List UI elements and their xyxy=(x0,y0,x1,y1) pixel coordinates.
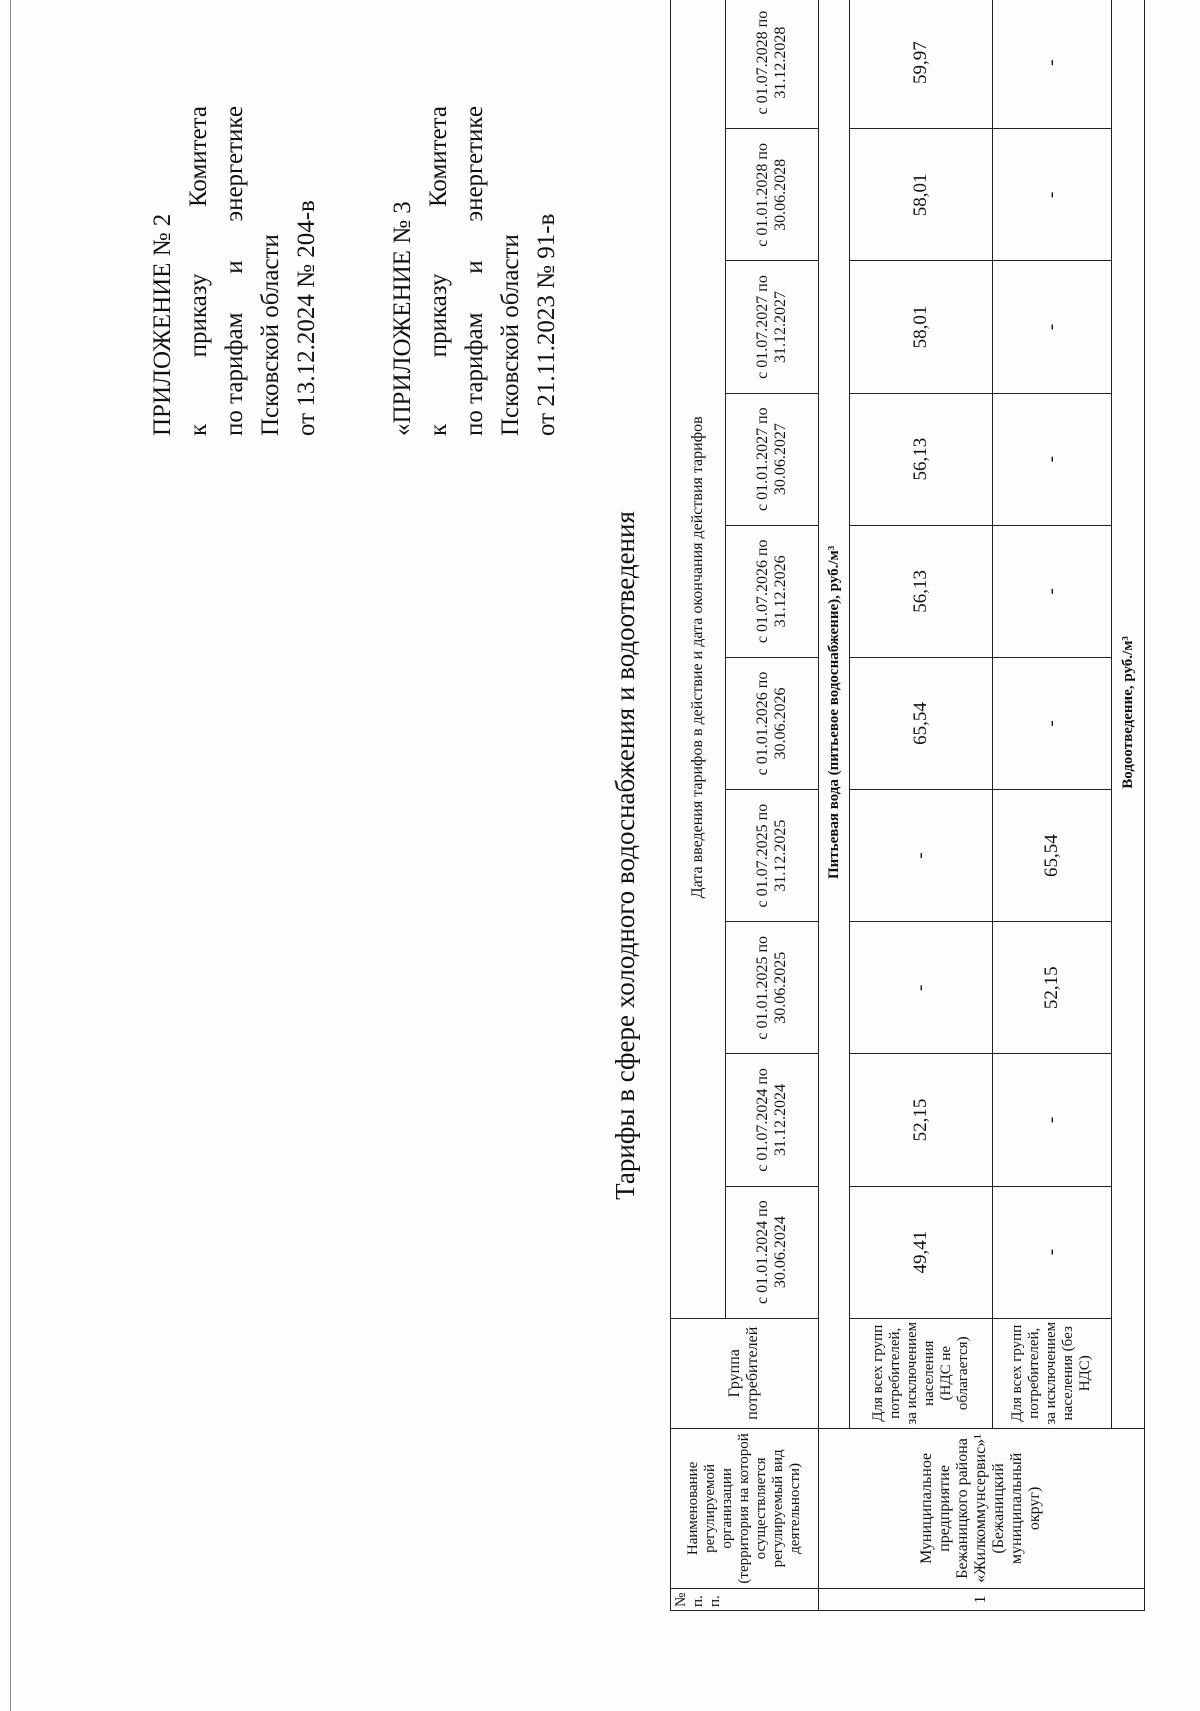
consumer-group: Для всех групп потребителей, за исключением населения (без НДС) xyxy=(992,1318,1111,1428)
tariff-value: - xyxy=(849,922,992,1054)
period-header: с 01.07.2027 по 31.12.2027 xyxy=(725,261,818,393)
period-header: с 01.01.2026 по 30.06.2026 xyxy=(725,657,818,789)
period-header: с 01.07.2026 по 31.12.2026 xyxy=(725,525,818,657)
organization-name: Муниципальное предприятие Бежаницкого района «Жилкоммунсервис»¹ (Бежаницкий муниципальный округ) xyxy=(818,1428,1144,1588)
tariff-value: - xyxy=(992,1186,1111,1318)
tariff-value: - xyxy=(992,261,1111,393)
table-row xyxy=(849,0,992,1611)
document-title: Тарифы в сфере холодного водоснабжения и водоотведения xyxy=(610,511,640,1200)
annex-text: энергетике xyxy=(221,106,248,222)
period-header: с 01.07.2025 по 31.12.2025 xyxy=(725,790,818,922)
annex-text: и xyxy=(461,260,488,274)
tariff-value: 58,01 xyxy=(849,129,992,261)
section-drinking-water: Питьевая вода (питьевое водоснабжение), руб./м³ xyxy=(818,0,849,1428)
annex-region: Псковской области xyxy=(257,234,284,436)
header-row-number: № п. п. xyxy=(671,1588,819,1610)
annex-text: к xyxy=(185,423,212,436)
annex-text: по тарифам xyxy=(461,312,488,436)
annex-header-current xyxy=(145,106,325,436)
tariff-value: 56,13 xyxy=(849,393,992,525)
annex-text: Комитета xyxy=(185,106,212,208)
period-header: с 01.01.2028 по 30.06.2028 xyxy=(725,129,818,261)
tariff-value: 65,54 xyxy=(992,790,1111,922)
annex-header-previous xyxy=(385,106,565,436)
header-consumer-group: Группа потребителей xyxy=(671,1318,819,1428)
tariff-value: 49,41 xyxy=(849,1186,992,1318)
annex-title: «ПРИЛОЖЕНИЕ № 3 xyxy=(389,201,416,436)
consumer-group: Для всех групп потребителей, за исключением населения (НДС не облагается) xyxy=(849,1318,992,1428)
annex-text: Комитета xyxy=(425,106,452,208)
annex-text: энергетике xyxy=(461,106,488,222)
annex-text: по тарифам xyxy=(221,312,248,436)
section-sewerage: Водоотведение, руб./м³ xyxy=(1111,0,1144,1428)
annex-order-date: от 13.12.2024 № 204-в xyxy=(293,200,320,436)
annex-title: ПРИЛОЖЕНИЕ № 2 xyxy=(149,213,176,436)
period-header: с 01.07.2028 по 31.12.2028 xyxy=(725,0,818,129)
tariff-value: - xyxy=(992,525,1111,657)
tariff-value: - xyxy=(849,790,992,922)
table-row xyxy=(992,0,1111,1611)
period-header: с 01.07.2024 по 31.12.2024 xyxy=(725,1054,818,1186)
tariff-value: - xyxy=(992,1054,1111,1186)
annex-region: Псковской области xyxy=(497,234,524,436)
header-organization: Наименование регулируемой организации (территория на которой осуществляется регулируемый вид деятельности) xyxy=(671,1428,819,1588)
tariff-value: 58,01 xyxy=(849,261,992,393)
tariff-value: - xyxy=(992,393,1111,525)
annex-text: приказу xyxy=(185,273,212,358)
tariff-value: 56,13 xyxy=(849,525,992,657)
period-header: с 01.01.2025 по 30.06.2025 xyxy=(725,922,818,1054)
annex-order-date: от 21.11.2023 № 91-в xyxy=(533,213,560,436)
header-dates: Дата введения тарифов в действие и дата окончания действия тарифов xyxy=(671,0,726,1318)
annex-text: и xyxy=(221,260,248,274)
period-header: с 01.01.2024 по 30.06.2024 xyxy=(725,1186,818,1318)
tariff-value: 65,54 xyxy=(849,657,992,789)
tariff-value: 59,97 xyxy=(849,0,992,129)
annex-text: приказу xyxy=(425,273,452,358)
tariff-value: 52,15 xyxy=(849,1054,992,1186)
period-header: с 01.01.2027 по 30.06.2027 xyxy=(725,393,818,525)
tariff-value: - xyxy=(992,0,1111,129)
annex-text: к xyxy=(425,423,452,436)
tariff-table xyxy=(670,0,1145,1611)
tariff-value: - xyxy=(992,657,1111,789)
row-number: 1 xyxy=(818,1588,1144,1610)
tariff-value: 52,15 xyxy=(992,922,1111,1054)
tariff-value: - xyxy=(992,129,1111,261)
